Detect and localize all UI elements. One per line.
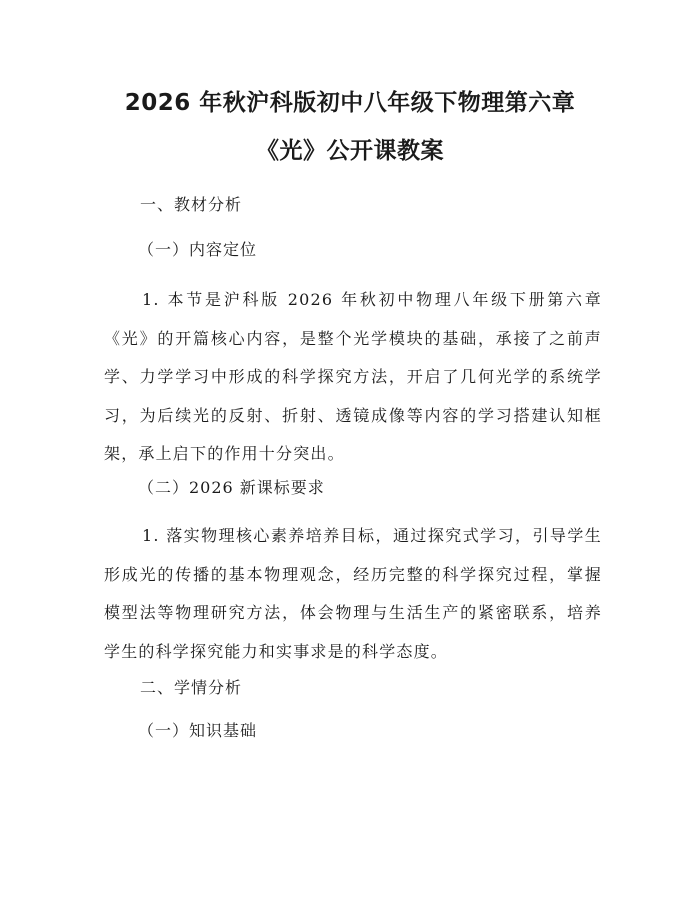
subsection-heading-content-positioning: （一）内容定位	[138, 240, 258, 259]
section-heading-textbook-analysis: 一、教材分析	[140, 195, 243, 214]
section-heading-learner-analysis: 二、学情分析	[140, 678, 243, 697]
subsection-heading-knowledge-base: （一）知识基础	[138, 721, 258, 740]
subsection-heading-curriculum-standard: （二）2026 新课标要求	[138, 478, 325, 497]
paragraph-curriculum-standard: 1. 落实物理核心素养培养目标，通过探究式学习，引导学生形成光的传播的基本物理观念，经历完整的科学探究过程，掌握模型法等物理研究方法，体会物理与生活生产的紧密联系，培养学生的科学探究能力和实事求是的科学态度。	[104, 526, 602, 661]
paragraph-content-positioning: 1. 本节是沪科版 2026 年秋初中物理八年级下册第六章《光》的开篇核心内容，是整个光学模块的基础，承接了之前声学、力学学习中形成的科学探究方法，开启了几何光学的系统学习，为后续光的反射、折射、透镜成像等内容的学习搭建认知框架，承上启下的作用十分突出。	[104, 290, 602, 463]
document-title-line-2: 《光》公开课教案	[256, 138, 444, 164]
document-title-line-1: 2026 年秋沪科版初中八年级下物理第六章	[124, 90, 576, 116]
